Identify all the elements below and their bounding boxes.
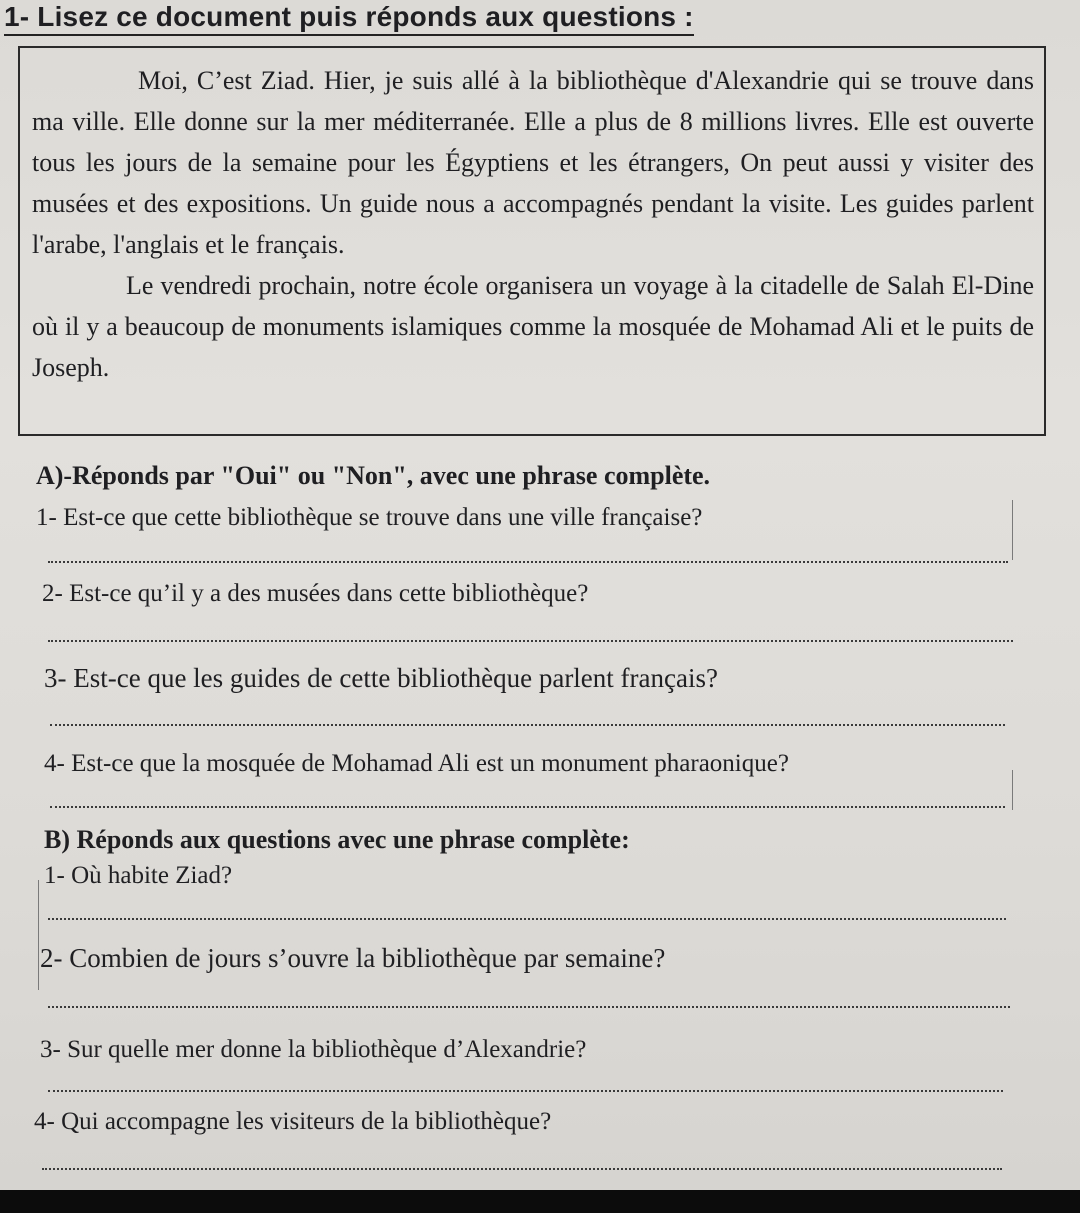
- reading-text-box: [18, 46, 1046, 436]
- answer-line-b2[interactable]: [48, 1006, 1010, 1008]
- answer-line-b3[interactable]: [48, 1090, 1003, 1092]
- right-margin-mark: [1012, 500, 1013, 560]
- section-b-question-4: 4- Qui accompagne les visiteurs de la bibliothèque?: [34, 1108, 552, 1135]
- section-a-title: A)-Réponds par "Oui" ou "Non", avec une phrase complète.: [36, 461, 711, 490]
- section-a-question-2: 2- Est-ce qu’il y a des musées dans cette bibliothèque?: [42, 580, 589, 607]
- section-b-question-2: 2- Combien de jours s’ouvre la bibliothèque par semaine?: [40, 943, 666, 973]
- section-a-question-4: 4- Est-ce que la mosquée de Mohamad Ali est un monument pharaonique?: [44, 750, 789, 777]
- left-margin-mark: [38, 880, 39, 990]
- answer-line-a2[interactable]: [48, 640, 1013, 642]
- answer-line-b4[interactable]: [42, 1168, 1002, 1170]
- reading-paragraph-1: Moi, C’est Ziad. Hier, je suis allé à la bibliothèque d'Alexandrie qui se trouve dans ma ville. Elle donne sur la mer méditerranée. Elle a plus de 8 millions livres. Elle est ouverte tous les jours de la semaine pour les Égyptiens et les étrangers, On peut aussi y visiter des musées et des expositions. Un guide nous a accompagnés pendant la visite. Les guides parlent l'arabe, l'anglais et le français.: [32, 66, 1034, 259]
- answer-line-a1[interactable]: [48, 561, 1008, 563]
- section-b-question-3: 3- Sur quelle mer donne la bibliothèque d’Alexandrie?: [40, 1036, 587, 1063]
- answer-line-b1[interactable]: [48, 918, 1006, 920]
- section-a-question-1: 1- Est-ce que cette bibliothèque se trouve dans une ville française?: [36, 504, 703, 531]
- exercise-heading: 1- Lisez ce document puis réponds aux questions :: [4, 0, 694, 36]
- section-b-question-1: 1- Où habite Ziad?: [44, 862, 233, 889]
- reading-paragraph-2: Le vendredi prochain, notre école organisera un voyage à la citadelle de Salah El-Dine où il y a beaucoup de monuments islamiques comme la mosquée de Mohamad Ali et le puits de Joseph.: [32, 271, 1034, 382]
- section-a-question-3: 3- Est-ce que les guides de cette bibliothèque parlent français?: [44, 663, 718, 693]
- right-margin-mark: [1012, 770, 1013, 810]
- answer-line-a4[interactable]: [50, 806, 1005, 808]
- bottom-dark-band: [0, 1190, 1080, 1213]
- section-b-title: B) Réponds aux questions avec une phrase complète:: [44, 825, 630, 854]
- answer-line-a3[interactable]: [50, 724, 1005, 726]
